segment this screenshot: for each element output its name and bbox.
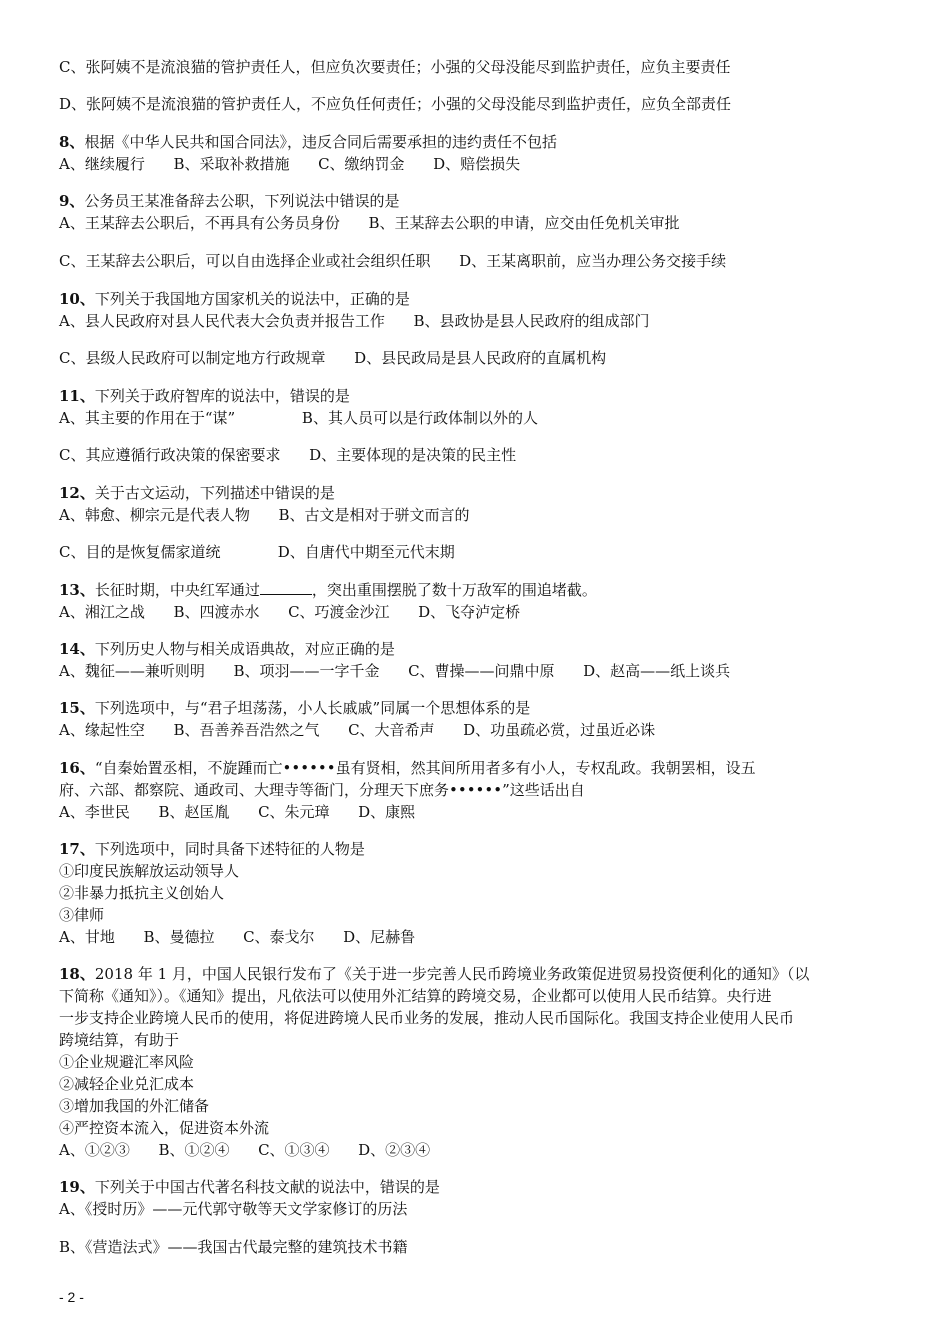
question-text: 根据《中华人民共和国合同法》，违反合同后需要承担的违约责任不包括 bbox=[84, 133, 557, 151]
q18-item: ③增加我国的外汇储备 bbox=[59, 1097, 210, 1115]
q18-stem-line2: 下简称《通知》）。《通知》提出，凡依法可以使用外汇结算的跨境交易，企业都可以使用人民币结算。央行进 bbox=[59, 987, 772, 1005]
q18-item: ②减轻企业兑汇成本 bbox=[59, 1075, 195, 1093]
q14-stem bbox=[59, 639, 395, 659]
fill-in-blank bbox=[260, 580, 312, 595]
question-text: 下列关于我国地方国家机关的说法中，正确的是 bbox=[94, 290, 410, 308]
q18-item: ①企业规避汇率风险 bbox=[59, 1053, 195, 1071]
question-text: 下列关于中国古代著名科技文献的说法中，错误的是 bbox=[94, 1178, 440, 1196]
question-number: 18、 bbox=[59, 965, 95, 983]
q14-options: A、魏征——兼听则明 B、项羽——一字千金 C、曹操——问鼎中原 D、赵高——纸上谈兵 bbox=[59, 662, 731, 680]
q11-stem bbox=[59, 386, 350, 406]
q13-options: A、湘江之战 B、四渡赤水 C、巧渡金沙江 D、飞夺泸定桥 bbox=[59, 603, 521, 621]
q10-options-cd: C、县级人民政府可以制定地方行政规章 D、县民政局是县人民政府的直属机构 bbox=[59, 349, 607, 367]
q18-stem-line1 bbox=[59, 964, 809, 984]
q10-options-ab: A、县人民政府对县人民代表大会负责并报告工作 B、县政协是县人民政府的组成部门 bbox=[59, 312, 650, 330]
question-number: 9、 bbox=[59, 192, 85, 210]
q8-stem bbox=[59, 132, 557, 152]
q16-stem-line1 bbox=[59, 758, 756, 778]
question-text: 公务员王某准备辞去公职，下列说法中错误的是 bbox=[84, 192, 400, 210]
q13-stem bbox=[59, 580, 597, 600]
q17-item: ③律师 bbox=[59, 906, 105, 924]
q11-options-cd: C、其应遵循行政决策的保密要求 D、主要体现的是决策的民主性 bbox=[59, 446, 517, 464]
q18-stem-line3: 一步支持企业跨境人民币的使用，将促进跨境人民币业务的发展，推动人民币国际化。我国支持企业使用人民币 bbox=[59, 1009, 795, 1027]
question-number: 16、 bbox=[59, 759, 95, 777]
q7-option-d: D、张阿姨不是流浪猫的管护责任人，不应负任何责任；小强的父母没能尽到监护责任，应负全部责任 bbox=[59, 95, 732, 113]
question-text: 下列历史人物与相关成语典故，对应正确的是 bbox=[94, 640, 395, 658]
q16-options: A、李世民 B、赵匡胤 C、朱元璋 D、康熙 bbox=[59, 803, 416, 821]
q7-option-c: C、张阿姨不是流浪猫的管护责任人，但应负次要责任；小强的父母没能尽到监护责任，应负主要责任 bbox=[59, 58, 731, 76]
q10-stem bbox=[59, 289, 410, 309]
question-text: “自秦始置丞相，不旋踵而亡••••••虽有贤相，然其间所用者多有小人，专权乱政。我朝罢相，设五 bbox=[94, 759, 756, 777]
question-text: 关于古文运动，下列描述中错误的是 bbox=[94, 484, 335, 502]
q19-option-a: A、《授时历》——元代郭守敬等天文学家修订的历法 bbox=[59, 1200, 408, 1218]
question-text: 下列关于政府智库的说法中，错误的是 bbox=[94, 387, 350, 405]
question-number: 15、 bbox=[59, 699, 95, 717]
question-number: 19、 bbox=[59, 1178, 95, 1196]
q9-options-ab: A、王某辞去公职后，不再具有公务员身份 B、王某辞去公职的申请，应交由任免机关审批 bbox=[59, 214, 680, 232]
question-number: 12、 bbox=[59, 484, 95, 502]
q18-item: ④严控资本流入，促进资本外流 bbox=[59, 1119, 270, 1137]
q9-stem bbox=[59, 191, 399, 211]
q8-options: A、继续履行 B、采取补救措施 C、缴纳罚金 D、赔偿损失 bbox=[59, 155, 521, 173]
q19-option-b: B、《营造法式》——我国古代最完整的建筑技术书籍 bbox=[59, 1238, 408, 1256]
question-number: 11、 bbox=[59, 387, 95, 405]
q12-options-ab: A、韩愈、柳宗元是代表人物 B、古文是相对于骈文而言的 bbox=[59, 506, 470, 524]
q12-options-cd: C、目的是恢复儒家道统 D、自唐代中期至元代末期 bbox=[59, 543, 455, 561]
q17-stem bbox=[59, 839, 365, 859]
question-number: 17、 bbox=[59, 840, 95, 858]
question-number: 13、 bbox=[59, 581, 95, 599]
q17-item: ①印度民族解放运动领导人 bbox=[59, 862, 240, 880]
q16-stem-line2: 府、六部、都察院、通政司、大理寺等衙门，分理天下庶务••••••”这些话出自 bbox=[59, 781, 585, 799]
q18-stem-line4: 跨境结算，有助于 bbox=[59, 1031, 180, 1049]
q19-stem bbox=[59, 1177, 440, 1197]
q15-stem bbox=[59, 698, 530, 718]
question-text: 2018 年 1 月，中国人民银行发布了《关于进一步完善人民币跨境业务政策促进贸易投资便利化的通知》（以 bbox=[94, 965, 810, 983]
question-text: 长征时期，中央红军通过 bbox=[94, 581, 260, 599]
question-number: 14、 bbox=[59, 640, 95, 658]
question-text: ，突出重围摆脱了数十万敌军的围追堵截。 bbox=[311, 581, 597, 599]
question-text: 下列选项中，同时具备下述特征的人物是 bbox=[94, 840, 365, 858]
q17-item: ②非暴力抵抗主义创始人 bbox=[59, 884, 225, 902]
page-number: - 2 - bbox=[59, 1289, 84, 1305]
q11-options-ab: A、其主要的作用在于“谋” B、其人员可以是行政体制以外的人 bbox=[59, 409, 538, 427]
q18-options: A、①②③ B、①②④ C、①③④ D、②③④ bbox=[59, 1141, 431, 1159]
q12-stem bbox=[59, 483, 335, 503]
question-text: 下列选项中，与“君子坦荡荡，小人长戚戚”同属一个思想体系的是 bbox=[94, 699, 531, 717]
question-number: 10、 bbox=[59, 290, 95, 308]
question-number: 8、 bbox=[59, 133, 85, 151]
q15-options: A、缘起性空 B、吾善养吾浩然之气 C、大音希声 D、功虽疏必赏，过虽近必诛 bbox=[59, 721, 656, 739]
q9-options-cd: C、王某辞去公职后，可以自由选择企业或社会组织任职 D、王某离职前，应当办理公务交接手续 bbox=[59, 252, 727, 270]
q17-options: A、甘地 B、曼德拉 C、泰戈尔 D、尼赫鲁 bbox=[59, 928, 416, 946]
